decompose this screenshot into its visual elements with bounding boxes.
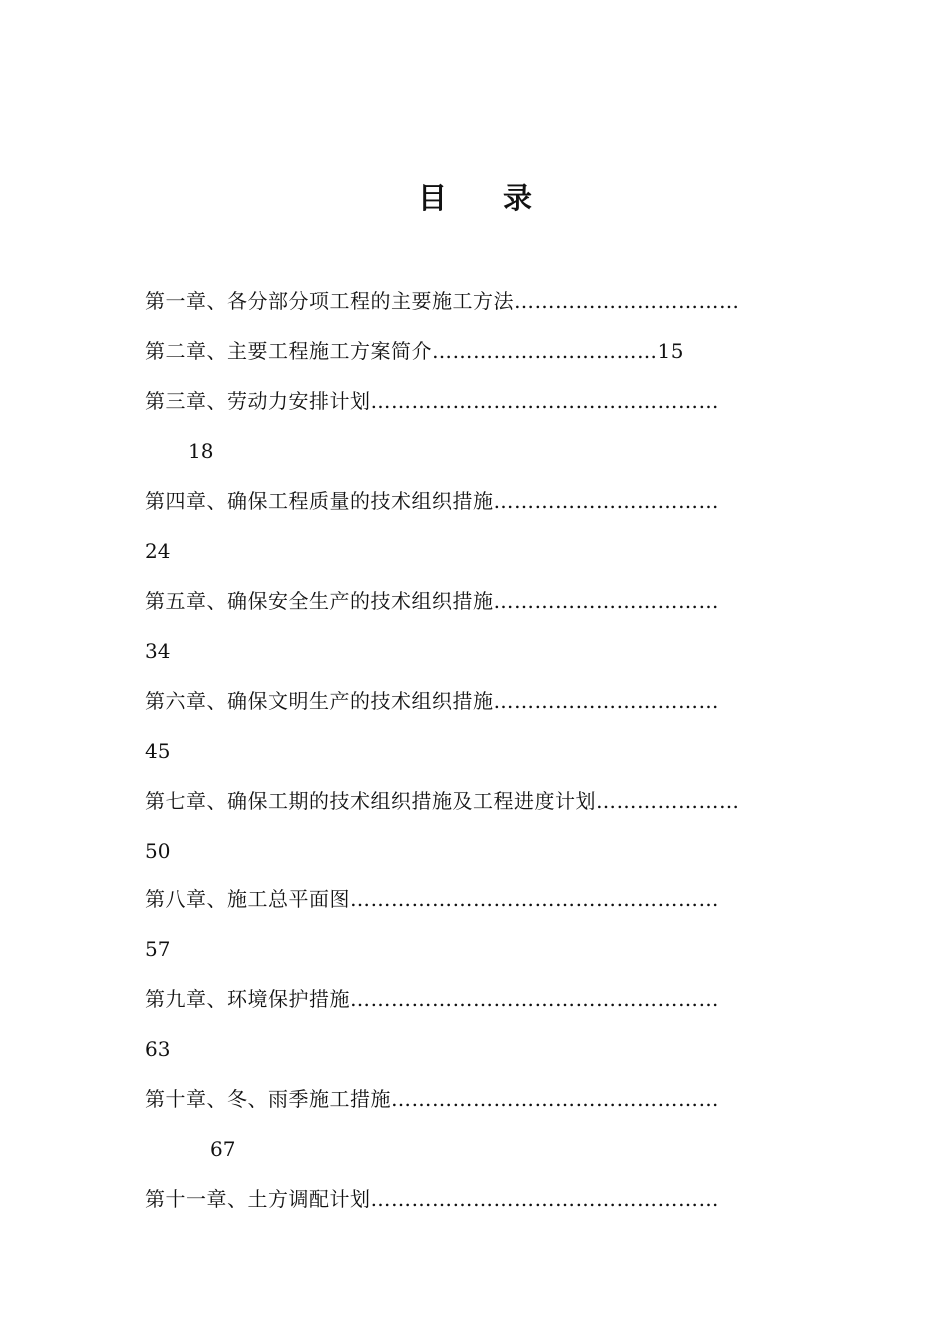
toc-entry-6: 第六章、确保文明生产的技术组织措施…………………………… <box>145 689 719 713</box>
toc-entry-8-page: 57 <box>145 937 171 961</box>
toc-entry-10-page: 67 <box>210 1137 236 1161</box>
toc-title-right: 录 <box>503 181 533 215</box>
toc-entry-9-page: 63 <box>145 1037 171 1061</box>
toc-entry-11: 第十一章、土方调配计划…………………………………………… <box>145 1187 719 1211</box>
toc-entry-8: 第八章、施工总平面图……………………………………………… <box>145 887 719 911</box>
toc-entry-3: 第三章、劳动力安排计划…………………………………………… <box>145 389 719 413</box>
toc-entry-3-page: 18 <box>188 439 214 463</box>
toc-entry-10: 第十章、冬、雨季施工措施………………………………………… <box>145 1087 719 1111</box>
toc-entry-6-page: 45 <box>145 739 171 763</box>
toc-title <box>0 178 950 218</box>
toc-entry-5-page: 34 <box>145 639 171 663</box>
toc-title-left: 目 <box>417 181 447 215</box>
toc-entry-9: 第九章、环境保护措施……………………………………………… <box>145 987 719 1011</box>
toc-entry-5: 第五章、确保安全生产的技术组织措施…………………………… <box>145 589 719 613</box>
toc-entry-1: 第一章、各分部分项工程的主要施工方法…………………………… <box>145 289 740 313</box>
toc-entry-7-page: 50 <box>145 839 171 863</box>
toc-entry-2: 第二章、主要工程施工方案简介……………………………15 <box>145 339 684 363</box>
toc-entry-7: 第七章、确保工期的技术组织措施及工程进度计划………………… <box>145 789 740 813</box>
toc-entry-4: 第四章、确保工程质量的技术组织措施…………………………… <box>145 489 719 513</box>
toc-entry-4-page: 24 <box>145 539 171 563</box>
